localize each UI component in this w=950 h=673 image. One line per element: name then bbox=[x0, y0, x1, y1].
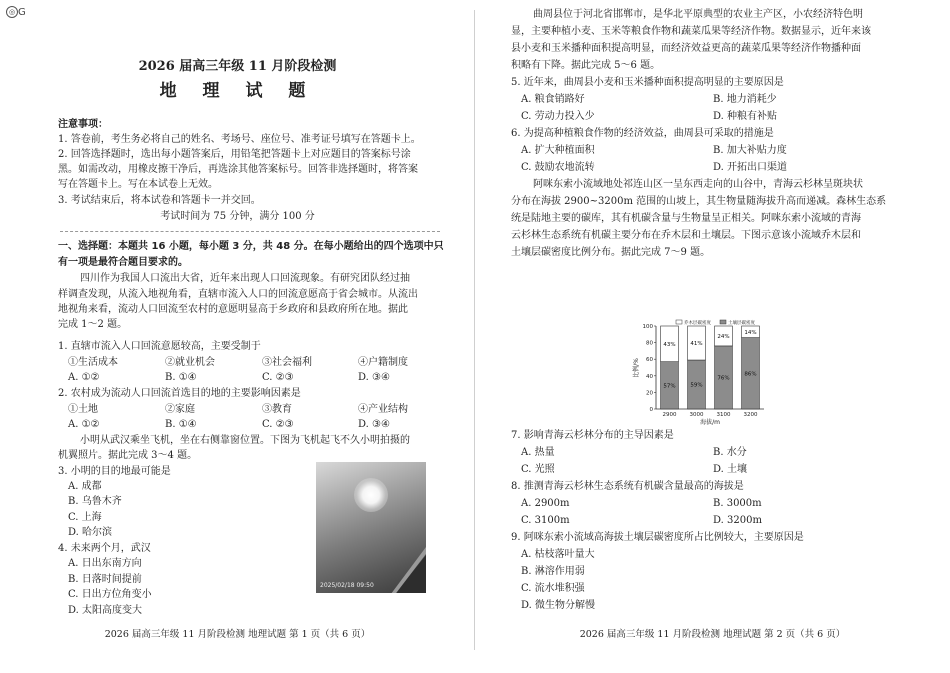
x-axis-label: 海拔/m bbox=[700, 419, 720, 426]
passage-line: 分布在海拔 2900~3200m 范围的山坡上，其生物量随海拔升高而递减。森林生态系 bbox=[511, 196, 887, 207]
passage-line: 积略有下降。据此完成 5～6 题。 bbox=[511, 60, 661, 71]
q5-choice-b[interactable]: B. 地力消耗少 bbox=[713, 94, 777, 105]
q5-choice-a[interactable]: A. 粮食销路好 bbox=[521, 94, 585, 105]
y-tick-label: 20 bbox=[646, 390, 653, 397]
q1-item: ③社会福利 bbox=[262, 357, 312, 368]
y-axis-label: 比例/% bbox=[633, 358, 640, 378]
q4-choice-d[interactable]: D. 太阳高度变大 bbox=[68, 605, 143, 616]
q2-choice-d[interactable]: D. ③④ bbox=[358, 419, 390, 430]
sun-glare bbox=[354, 478, 388, 512]
passage-line: 地视角来看，流动人口回流至农村的意愿明显高于乡政府和县政府所在地。据此 bbox=[58, 304, 408, 315]
page-footer: 2026 届高三年级 11 月阶段检测 地理试题 第 1 页（共 6 页） bbox=[104, 629, 371, 640]
q4-choice-b[interactable]: B. 日落时间提前 bbox=[68, 574, 142, 585]
subject-title: 地 理 试 题 bbox=[159, 81, 316, 101]
y-tick-label: 40 bbox=[646, 373, 653, 380]
section-title: 有一项是最符合题目要求的。 bbox=[58, 257, 188, 268]
photo-timestamp: 2025/02/18 09:50 bbox=[320, 582, 374, 589]
tree-value-label: 24% bbox=[717, 333, 730, 340]
q3-choice-d[interactable]: D. 哈尔滨 bbox=[68, 527, 113, 538]
passage-line: 四川作为我国人口流出大省，近年来出现人口回流现象。有研究团队经过抽 bbox=[80, 273, 410, 284]
exam-title: 2026 届高三年级 11 月阶段检测 bbox=[138, 59, 337, 74]
question-stem: 3. 小明的目的地最可能是 bbox=[58, 466, 171, 477]
q1-choice-c[interactable]: C. ②③ bbox=[262, 372, 294, 383]
y-tick-label: 0 bbox=[649, 407, 653, 413]
passage-line: 机翼照片。据此完成 3～4 题。 bbox=[58, 450, 198, 461]
tree-value-label: 41% bbox=[690, 341, 703, 348]
airplane-wing-photo bbox=[316, 462, 426, 593]
question-stem: 5. 近年来，曲周县小麦和玉米播种面积提高明显的主要原因是 bbox=[511, 77, 784, 88]
q1-choice-d[interactable]: D. ③④ bbox=[358, 372, 390, 383]
q8-choice-c[interactable]: C. 3100m bbox=[521, 515, 570, 526]
soil-value-label: 86% bbox=[744, 371, 757, 378]
q2-choice-b[interactable]: B. ①④ bbox=[165, 419, 197, 430]
soil-value-label: 76% bbox=[717, 375, 730, 382]
y-tick-label: 60 bbox=[646, 357, 653, 364]
q7-choice-a[interactable]: A. 热量 bbox=[521, 447, 555, 458]
notice-line: 1. 答卷前，考生务必将自己的姓名、考场号、座位号、准考证号填写在答题卡上。 bbox=[58, 134, 421, 145]
q2-item: ④产业结构 bbox=[358, 404, 408, 415]
question-stem: 1. 直辖市流入人口回流意愿较高，主要受制于 bbox=[58, 341, 261, 352]
x-tick-label: 3100 bbox=[716, 412, 731, 418]
exam-time: 考试时间为 75 分钟，满分 100 分 bbox=[160, 211, 315, 222]
passage-line: 曲周县位于河北省邯郸市，是华北平原典型的农业主产区，小农经济特色明 bbox=[533, 9, 863, 20]
q8-choice-a[interactable]: A. 2900m bbox=[521, 498, 570, 509]
q6-choice-a[interactable]: A. 扩大种植面积 bbox=[521, 145, 595, 156]
q4-choice-a[interactable]: A. 日出东南方向 bbox=[68, 558, 142, 569]
x-tick-label: 3000 bbox=[689, 412, 704, 418]
q2-item: ③教育 bbox=[262, 404, 292, 415]
q9-choice-d[interactable]: D. 微生物分解慢 bbox=[521, 600, 596, 611]
q2-choice-c[interactable]: C. ②③ bbox=[262, 419, 294, 430]
publisher-logo: ◎ G bbox=[6, 6, 26, 18]
divider-line bbox=[60, 231, 440, 232]
passage-line: 土壤层碳密度比例分布。据此完成 7～9 题。 bbox=[511, 247, 711, 258]
q1-choice-b[interactable]: B. ①④ bbox=[165, 372, 197, 383]
passage-line: 县小麦和玉米播种面积提高明显，而经济效益更高的蔬菜瓜果等经济作物播种面 bbox=[511, 43, 861, 54]
q9-choice-b[interactable]: B. 淋溶作用弱 bbox=[521, 566, 585, 577]
question-stem: 7. 影响青海云杉林分布的主导因素是 bbox=[511, 430, 674, 441]
notice-line: 3. 考试结束后，将本试卷和答题卡一并交回。 bbox=[58, 195, 261, 206]
q6-choice-b[interactable]: B. 加大补贴力度 bbox=[713, 145, 787, 156]
section-title: 一、选择题：本题共 16 小题，每小题 3 分，共 48 分。在每小题给出的四个选项中只 bbox=[58, 241, 444, 252]
passage-line: 小明从武汉乘坐飞机，坐在右侧靠窗位置。下图为飞机起飞不久小明拍摄的 bbox=[80, 435, 410, 446]
q1-item: ②就业机会 bbox=[165, 357, 215, 368]
q8-choice-b[interactable]: B. 3000m bbox=[713, 498, 762, 509]
passage-line: 统是陆地主要的碳库，其有机碳含量与生物量呈正相关。阿咪东索小流域的青海 bbox=[511, 213, 861, 224]
q1-choice-a[interactable]: A. ①② bbox=[68, 372, 100, 383]
q6-choice-c[interactable]: C. 鼓励农地流转 bbox=[521, 162, 595, 173]
legend-swatch-soil bbox=[720, 320, 726, 324]
legend-label-tree: 乔木层碳密度 bbox=[684, 321, 711, 326]
x-tick-label: 3200 bbox=[743, 412, 758, 418]
question-stem: 8. 推测青海云杉林生态系统有机碳含量最高的海拔是 bbox=[511, 481, 744, 492]
passage-line: 阿咪东索小流域地处祁连山区一呈东西走向的山谷中，青海云杉林呈斑块状 bbox=[533, 179, 863, 190]
q3-choice-a[interactable]: A. 成都 bbox=[68, 481, 102, 492]
q5-choice-c[interactable]: C. 劳动力投入少 bbox=[521, 111, 595, 122]
q3-choice-b[interactable]: B. 乌鲁木齐 bbox=[68, 496, 122, 507]
q1-item: ①生活成本 bbox=[68, 357, 118, 368]
passage-line: 云杉林生态系统有机碳主要分布在乔木层和土壤层。下图示意该小流域乔木层和 bbox=[511, 230, 861, 241]
page-footer: 2026 届高三年级 11 月阶段检测 地理试题 第 2 页（共 6 页） bbox=[579, 629, 846, 640]
legend-swatch-tree bbox=[676, 320, 682, 324]
q7-choice-b[interactable]: B. 水分 bbox=[713, 447, 747, 458]
q9-choice-c[interactable]: C. 流水堆积强 bbox=[521, 583, 585, 594]
soil-value-label: 57% bbox=[663, 383, 676, 390]
q9-choice-a[interactable]: A. 枯枝落叶量大 bbox=[521, 549, 595, 560]
notice-line: 黑。如需改动，用橡皮擦干净后，再选涂其他答案标号。回答非选择题时，将答案 bbox=[58, 164, 418, 175]
notice-line: 2. 回答选择题时，选出每小题答案后，用铅笔把答题卡上对应题目的答案标号涂 bbox=[58, 149, 411, 160]
y-tick-label: 80 bbox=[646, 340, 653, 347]
q2-choice-a[interactable]: A. ①② bbox=[68, 419, 100, 430]
tree-value-label: 14% bbox=[744, 329, 757, 336]
q5-choice-d[interactable]: D. 种粮有补贴 bbox=[713, 111, 778, 122]
notice-line: 写在答题卡上。写在本试卷上无效。 bbox=[58, 179, 218, 190]
x-tick-label: 2900 bbox=[662, 412, 677, 418]
passage-line: 显，主要种植小麦、玉米等粮食作物和蔬菜瓜果等经济作物。数据显示，近年来该 bbox=[511, 26, 871, 37]
q4-choice-c[interactable]: C. 日出方位角变小 bbox=[68, 589, 152, 600]
q2-item: ①土地 bbox=[68, 404, 98, 415]
y-tick-label: 100 bbox=[642, 324, 653, 330]
passage-line: 完成 1～2 题。 bbox=[58, 319, 128, 330]
q6-choice-d[interactable]: D. 开拓出口渠道 bbox=[713, 162, 788, 173]
q7-choice-c[interactable]: C. 光照 bbox=[521, 464, 555, 475]
passage-line: 样调查发现，从流入地视角看，直辖市流入人口的回流意愿高于省会城市。从流出 bbox=[58, 289, 418, 300]
q3-choice-c[interactable]: C. 上海 bbox=[68, 512, 102, 523]
carbon-density-chart bbox=[628, 318, 768, 426]
question-stem: 4. 未来两个月，武汉 bbox=[58, 543, 151, 554]
q7-choice-d[interactable]: D. 土壤 bbox=[713, 464, 748, 475]
tree-value-label: 43% bbox=[663, 341, 676, 348]
question-stem: 6. 为提高种植粮食作物的经济效益，曲周县可采取的措施是 bbox=[511, 128, 774, 139]
question-stem: 2. 农村成为流动人口回流首选目的地的主要影响因素是 bbox=[58, 388, 301, 399]
legend-label-soil: 土壤层碳密度 bbox=[728, 321, 755, 326]
question-stem: 9. 阿咪东索小流域高海拔土壤层碳密度所占比例较大，主要原因是 bbox=[511, 532, 804, 543]
q8-choice-d[interactable]: D. 3200m bbox=[713, 515, 762, 526]
notice-heading: 注意事项： bbox=[58, 119, 108, 130]
q2-item: ②家庭 bbox=[165, 404, 195, 415]
soil-value-label: 59% bbox=[690, 382, 703, 389]
q1-item: ④户籍制度 bbox=[358, 357, 408, 368]
